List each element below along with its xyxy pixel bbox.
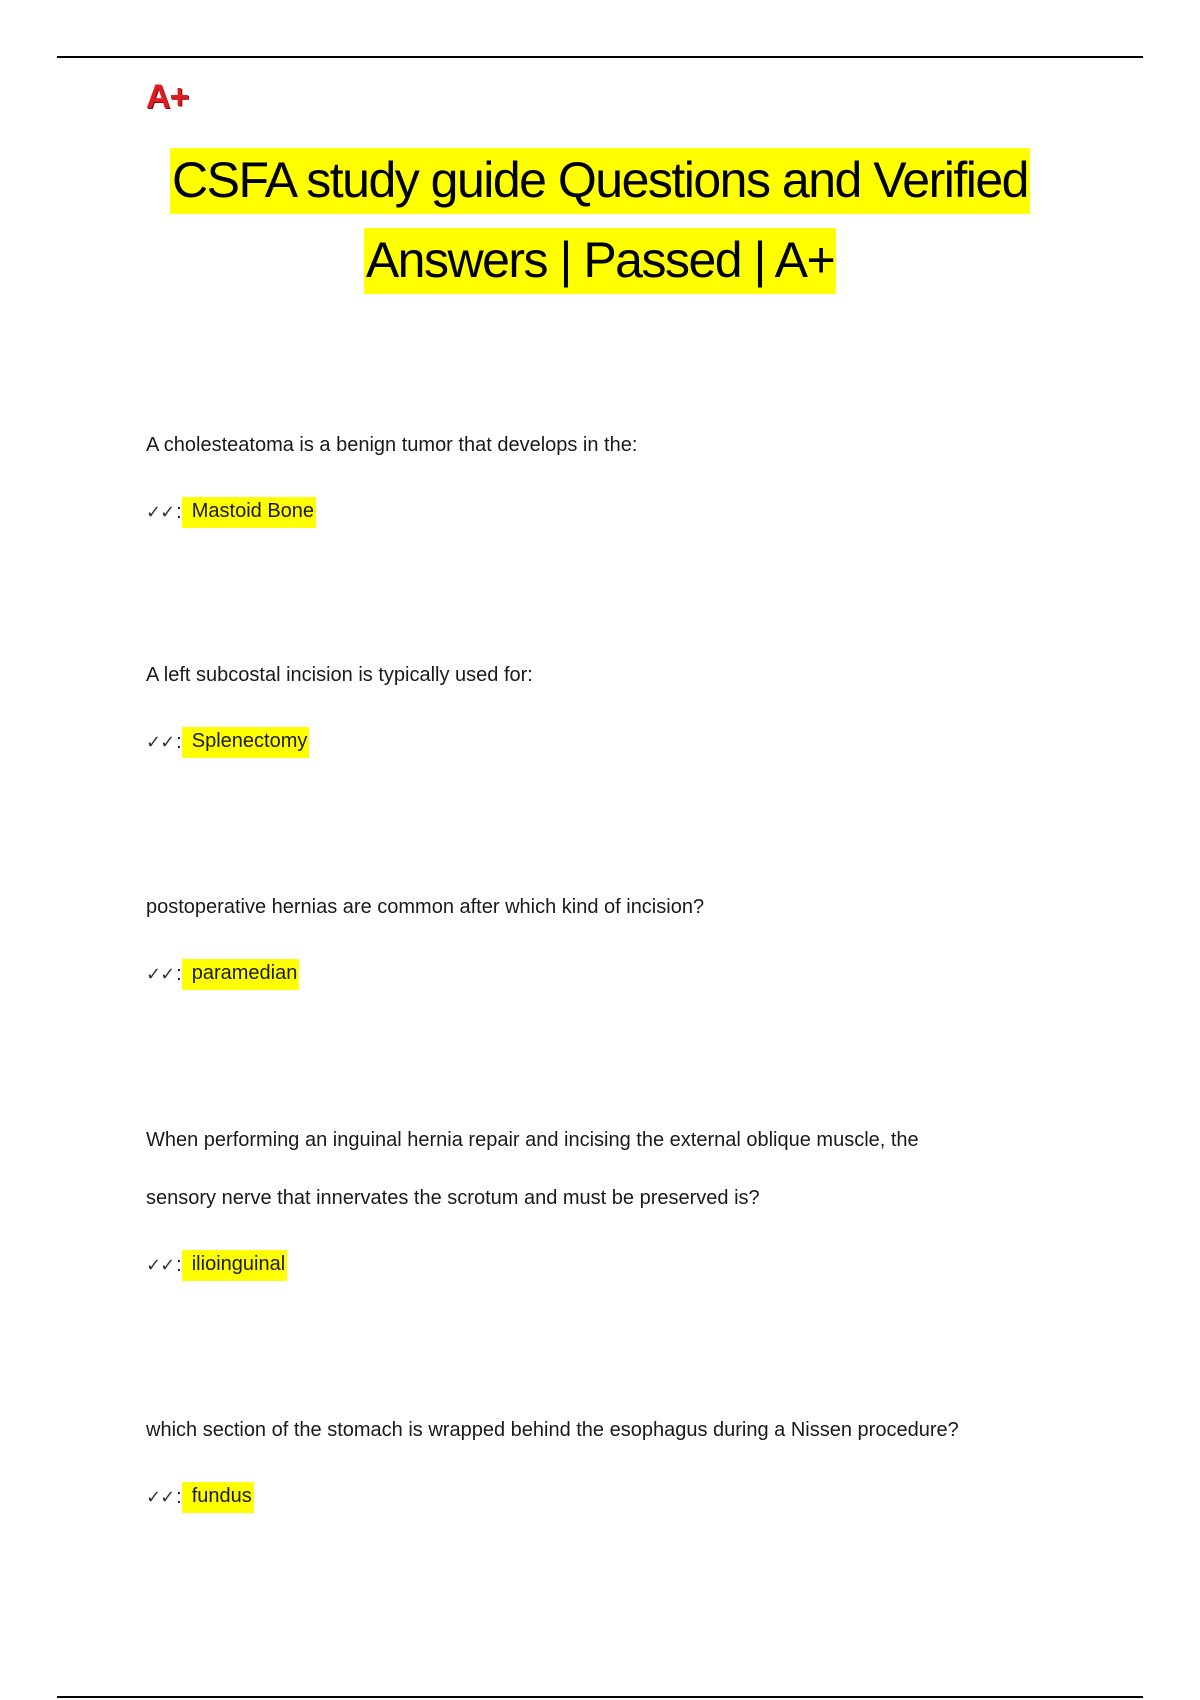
title-line-2: Answers | Passed | A+ bbox=[364, 228, 836, 294]
question-text: postoperative hernias are common after which kind of incision? bbox=[146, 896, 705, 918]
answer-text: Splenectomy bbox=[182, 727, 310, 758]
double-check-icon: ✓✓ bbox=[146, 731, 175, 753]
question-text-line-1: When performing an inguinal hernia repair and incising the external oblique muscle, the bbox=[146, 1129, 919, 1151]
answer-separator: : bbox=[176, 500, 182, 523]
qa-item bbox=[146, 416, 1086, 530]
qa-item bbox=[146, 1401, 1086, 1515]
question-text-line-2: sensory nerve that innervates the scrotum and must be preserved is? bbox=[146, 1187, 760, 1209]
answer-line bbox=[146, 1479, 1086, 1515]
qa-item bbox=[146, 878, 1086, 992]
answer-separator: : bbox=[176, 962, 182, 985]
question-text: A cholesteatoma is a benign tumor that develops in the: bbox=[146, 434, 638, 456]
qa-item bbox=[146, 1111, 1086, 1283]
double-check-icon: ✓✓ bbox=[146, 501, 175, 523]
answer-text: ilioinguinal bbox=[182, 1250, 287, 1281]
page-title bbox=[60, 140, 1140, 300]
double-check-icon: ✓✓ bbox=[146, 1486, 175, 1508]
answer-line bbox=[146, 956, 1086, 992]
double-check-icon: ✓✓ bbox=[146, 1254, 175, 1276]
answer-line bbox=[146, 1247, 1086, 1283]
answer-text: fundus bbox=[182, 1482, 254, 1513]
answer-line bbox=[146, 724, 1086, 760]
question-text: A left subcostal incision is typically used for: bbox=[146, 664, 533, 686]
answer-separator: : bbox=[176, 1253, 182, 1276]
title-line-1: CSFA study guide Questions and Verified bbox=[170, 148, 1030, 214]
answer-line bbox=[146, 494, 1086, 530]
bottom-rule bbox=[57, 1696, 1143, 1698]
grade-badge: A+ bbox=[146, 78, 189, 116]
double-check-icon: ✓✓ bbox=[146, 963, 175, 985]
answer-text: Mastoid Bone bbox=[182, 497, 316, 528]
answer-text: paramedian bbox=[182, 959, 300, 990]
answer-separator: : bbox=[176, 1485, 182, 1508]
top-rule bbox=[57, 56, 1143, 58]
answer-separator: : bbox=[176, 730, 182, 753]
qa-item bbox=[146, 646, 1086, 760]
question-text: which section of the stomach is wrapped behind the esophagus during a Nissen procedure? bbox=[146, 1419, 959, 1441]
